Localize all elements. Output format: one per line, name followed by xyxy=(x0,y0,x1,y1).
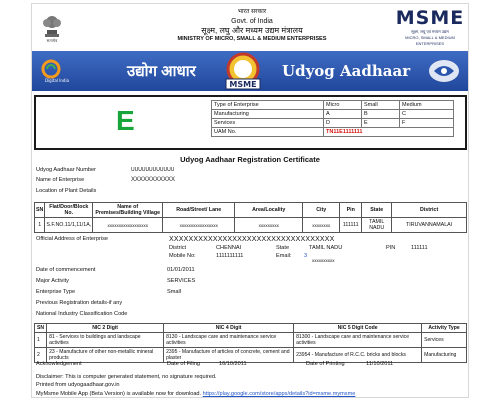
table-cell: Small xyxy=(362,101,400,110)
uam-label: UAM No. xyxy=(212,128,324,137)
msme-logo xyxy=(394,7,466,45)
msme-logo-word: MSME xyxy=(395,7,465,29)
detail-row xyxy=(36,300,122,306)
table-cell: TAMIL NADU xyxy=(362,218,392,233)
govt-india-text: Govt. of India xyxy=(231,18,273,25)
acknowledgement-label: Acknowledgement xyxy=(36,361,82,367)
column-header: Pin xyxy=(340,203,362,218)
enterprise-name-value: XXXXXXXXXXX xyxy=(131,177,176,183)
detail-row xyxy=(36,289,181,295)
disclaimer-text: Disclaimer: This is computer generated statement, no signature required. xyxy=(36,374,217,380)
detail-label: Previous Registration details-if any xyxy=(36,300,123,306)
table-cell: Type of Enterprise xyxy=(212,101,324,110)
detail-value: Small xyxy=(167,289,181,295)
udyog-aadhaar-banner xyxy=(32,51,468,91)
digital-india-text: Digital India xyxy=(44,78,70,83)
app-notice xyxy=(36,391,355,397)
udyog-aadhaar-hindi-title: उद्योग आधार xyxy=(127,63,196,80)
seal-msme-text: MSME xyxy=(229,80,257,89)
certificate-title: Udyog Aadhaar Registration Certificate xyxy=(180,155,320,164)
ministry-name-text: MINISTRY OF MICRO, SMALL & MEDIUM ENTERPRISES xyxy=(177,36,327,42)
uan-row xyxy=(36,167,175,173)
table-cell: B xyxy=(362,110,400,119)
column-header: NIC 2 Digit xyxy=(47,324,164,333)
table-row xyxy=(212,119,454,128)
detail-row xyxy=(36,311,127,317)
ministry-title xyxy=(102,8,402,44)
national-emblem-icon xyxy=(40,8,64,44)
email-mask: xxxxxxxxxx xyxy=(312,258,335,263)
table-cell: E xyxy=(362,119,400,128)
nic-code-table xyxy=(34,323,467,363)
detail-value: SERVICES xyxy=(167,278,196,284)
official-address-line: XXXXXXXXXXXXXXXXXXXXXXXXXXXXXXXXXX xyxy=(169,236,335,243)
column-header: Road/Street/ Lane xyxy=(163,203,235,218)
enterprise-category-box xyxy=(34,95,467,150)
enterprise-name-label: Name of Enterprise xyxy=(36,177,85,183)
acknowledgement-row xyxy=(36,361,466,369)
detail-label: Major Activity xyxy=(36,278,69,284)
table-cell: C xyxy=(400,110,454,119)
table-row xyxy=(35,333,467,348)
printing-date-label: Date of Printing xyxy=(306,361,345,367)
enterprise-name-row xyxy=(36,177,176,183)
hindi-ministry-text: सूक्ष्म, लघु और मध्यम उद्यम मंत्रालय xyxy=(201,26,303,35)
pin-value: 111111 xyxy=(411,245,428,251)
location-label: Location of Plant Details xyxy=(36,188,97,194)
table-row xyxy=(212,101,454,110)
table-cell: 81300 - Landscape care and maintenance service activities xyxy=(294,333,422,348)
table-cell: xxxxxxxx xyxy=(303,218,340,233)
printed-from-text: Printed from udyogaadhaar.gov.in xyxy=(36,382,120,388)
district-label: District xyxy=(169,245,187,251)
filing-date-label: Date of Filing xyxy=(167,361,200,367)
msme-seal-icon xyxy=(216,52,270,90)
table-row xyxy=(35,218,467,233)
email-label: Email: xyxy=(276,253,292,259)
table-row xyxy=(212,110,454,119)
table-cell: 1 xyxy=(35,333,47,348)
table-cell: Manufacturing xyxy=(422,348,467,363)
table-cell: S.F.NO.11/1,11/1A, xyxy=(45,218,93,233)
district-value: CHENNAI xyxy=(216,245,242,251)
table-row xyxy=(212,128,454,137)
mobile-label: Mobile No: xyxy=(169,253,196,259)
table-cell: 111111 xyxy=(340,218,362,233)
table-cell: 23954 - Manufacture of R.C.C. bricks and blocks xyxy=(294,348,422,363)
table-cell: D xyxy=(324,119,362,128)
official-address-block xyxy=(36,236,466,266)
certificate-page xyxy=(31,3,469,398)
table-cell: F xyxy=(400,119,454,128)
table-header-row xyxy=(35,203,467,218)
svg-text:सत्यमेव: सत्यमेव xyxy=(46,38,58,43)
table-cell: 8130 - Landscape care and maintenance service activities xyxy=(164,333,294,348)
column-header: SN xyxy=(35,324,47,333)
enterprise-type-table xyxy=(211,100,454,137)
table-cell: xxxxxxxxx xyxy=(235,218,303,233)
column-header: Name of Premises/Building Village xyxy=(93,203,163,218)
category-letter: E xyxy=(116,105,135,136)
column-header: Flat/Door/Block No. xyxy=(45,203,93,218)
udyog-aadhaar-title: Udyog Aadhaar xyxy=(282,62,411,80)
digital-india-logo-icon xyxy=(37,57,77,85)
column-header: NIC 4 Digit xyxy=(164,324,294,333)
table-cell: 1 xyxy=(35,218,45,233)
table-cell: TIRUVANNAMALAI xyxy=(392,218,467,233)
table-cell: Manufacturing xyxy=(212,110,324,119)
detail-label: Enterprise Type xyxy=(36,289,76,295)
uan-label: Udyog Aadhaar Number xyxy=(36,167,97,173)
table-cell: xxxxxxxxxxxxxxxxx xyxy=(163,218,235,233)
detail-row xyxy=(36,267,195,273)
table-cell: xxxxxxxxxxxxxxxxxx xyxy=(93,218,163,233)
emblem-right-icon xyxy=(426,57,462,85)
column-header: SN xyxy=(35,203,45,218)
play-store-link[interactable]: https://play.google.com/store/apps/details?id=msme.mymsme xyxy=(202,391,356,397)
table-cell: Medium xyxy=(400,101,454,110)
detail-value: 01/01/2011 xyxy=(167,267,195,273)
printing-date-value: 11/10/2011 xyxy=(366,361,394,367)
mobile-value: 1111111111 xyxy=(216,253,244,259)
official-address-label: Official Address of Enterprise xyxy=(36,236,109,242)
column-header: City xyxy=(303,203,340,218)
column-header: District xyxy=(392,203,467,218)
column-header: NIC 5 Digit Code xyxy=(294,324,422,333)
column-header: Activity Type xyxy=(422,324,467,333)
msme-logo-english: MICRO, SMALL & MEDIUM ENTERPRISES xyxy=(405,35,455,46)
table-cell: Micro xyxy=(324,101,362,110)
filing-date-value: 16/10/2011 xyxy=(219,361,247,367)
column-header: Area/Locality xyxy=(235,203,303,218)
msme-logo-hindi: सूक्ष्म, लघु एवं मध्यम उद्यम xyxy=(411,29,449,34)
pin-label: PIN xyxy=(386,245,396,251)
table-cell: A xyxy=(324,110,362,119)
plant-location-table xyxy=(34,202,467,233)
state-label: State xyxy=(276,245,290,251)
column-header: State xyxy=(362,203,392,218)
table-cell: Services xyxy=(422,333,467,348)
uan-value: UUUUUUUUUUUU xyxy=(131,167,175,173)
ministry-header xyxy=(32,4,468,48)
uam-number: TN11E1111111 xyxy=(324,128,454,137)
table-cell: 81 - Services to buildings and landscape activities xyxy=(47,333,164,348)
hindi-govt-text: भारत सरकार xyxy=(237,9,267,15)
table-cell: Services xyxy=(212,119,324,128)
detail-label: National Industry Classification Code xyxy=(36,311,128,317)
table-cell: 23 - Manufacture of other non-metallic mineral products xyxy=(47,348,164,363)
state-value: TAMIL NADU xyxy=(309,245,343,251)
email-value: 3 xyxy=(304,253,308,259)
table-header-row xyxy=(35,324,467,333)
detail-label: Date of commencement xyxy=(36,267,96,273)
table-cell: 2 xyxy=(35,348,47,363)
app-notice-text: MyMsme Mobile App (Beta Version) is available now for download. xyxy=(36,391,202,397)
table-cell: 2395 - Manufacture of articles of concrete, cement and plaster xyxy=(164,348,294,363)
detail-row xyxy=(36,278,196,284)
